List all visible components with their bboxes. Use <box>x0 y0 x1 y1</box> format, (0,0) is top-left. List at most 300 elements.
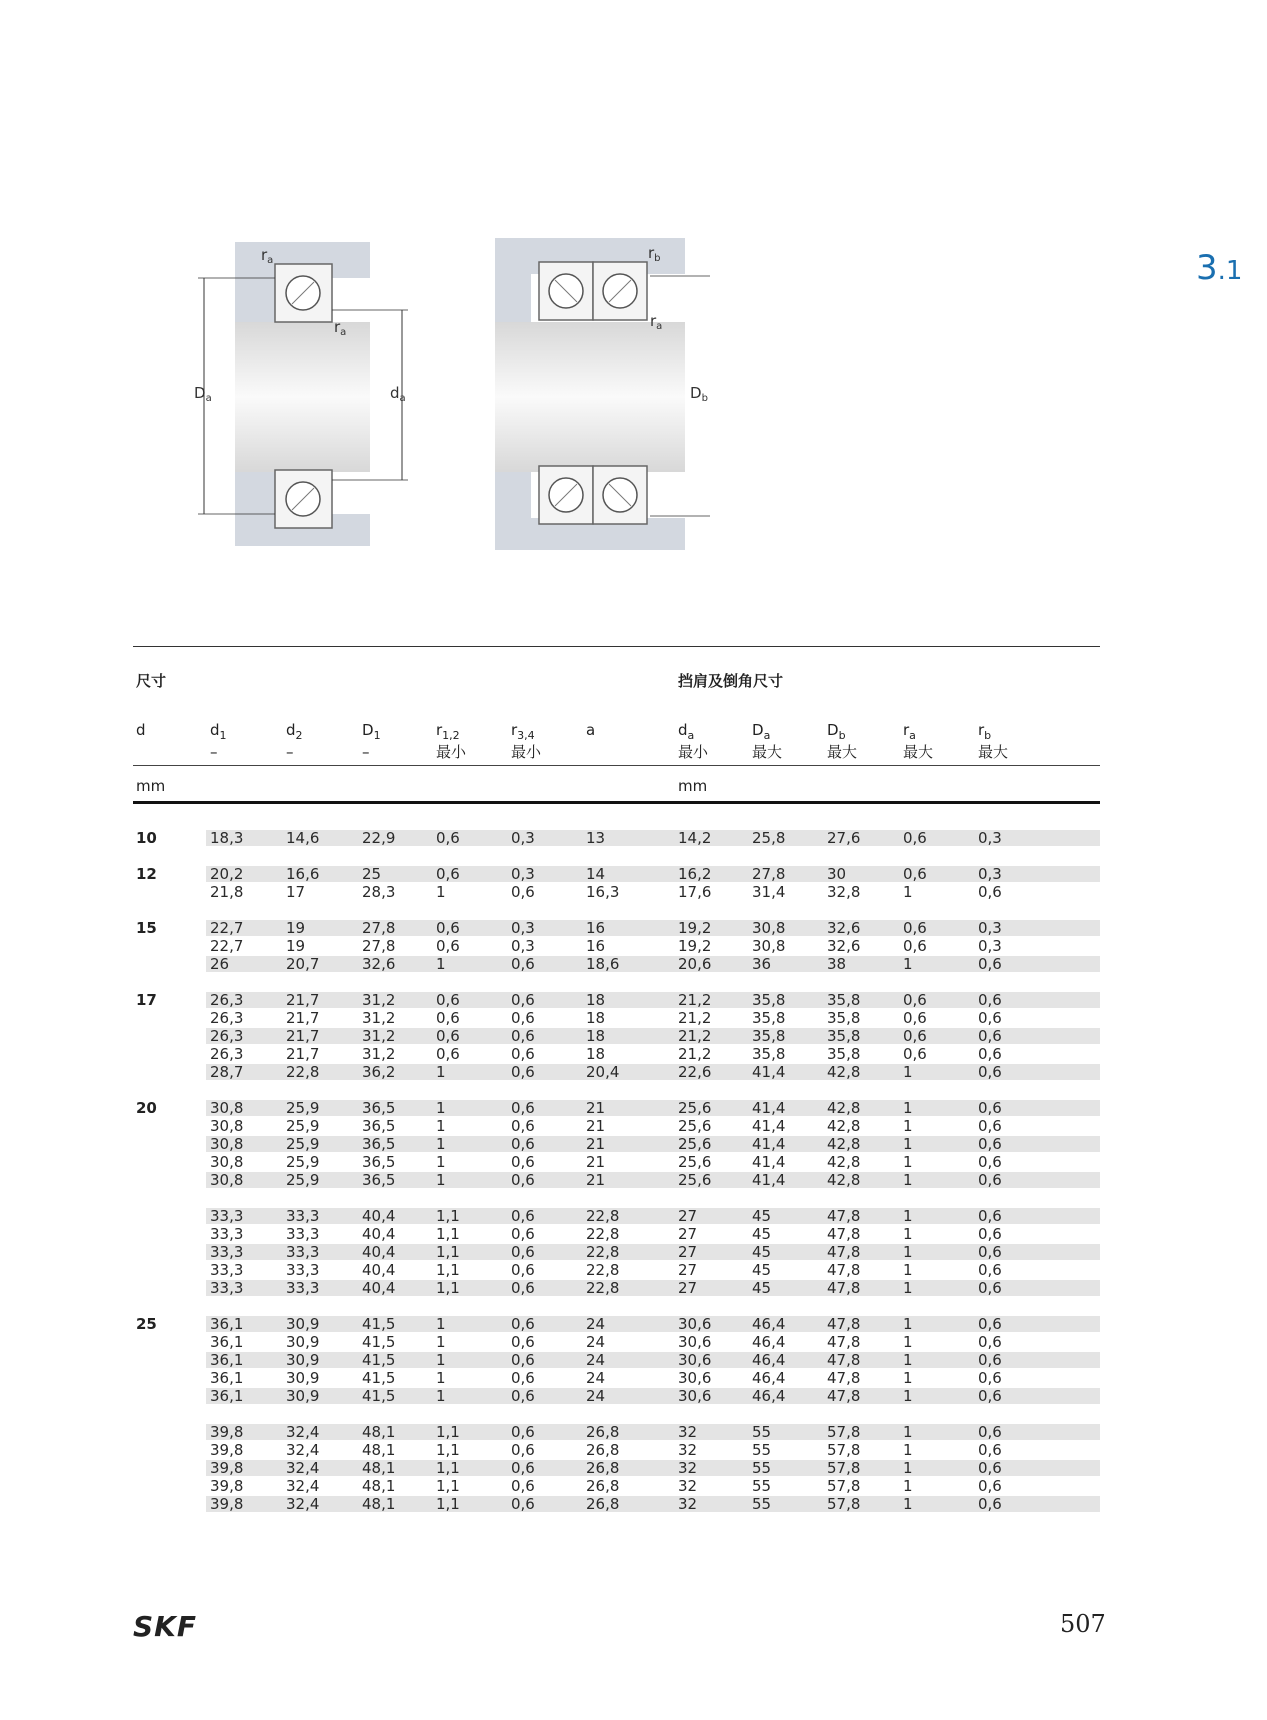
table-cell: 21,2 <box>678 1027 712 1045</box>
bore-diameter: 17 <box>136 991 157 1009</box>
row-shading <box>206 1496 1100 1512</box>
table-cell: 0,6 <box>978 1225 1002 1243</box>
table-cell: 1 <box>903 1333 913 1351</box>
table-cell: 45 <box>752 1279 772 1297</box>
table-cell: 46,4 <box>752 1333 786 1351</box>
table-cell: 1,1 <box>436 1279 460 1297</box>
row-shading <box>206 1280 1100 1296</box>
table-cell: 14,6 <box>286 829 320 847</box>
table-cell: 46,4 <box>752 1369 786 1387</box>
table-cell: 0,6 <box>436 991 460 1009</box>
table-cell: 1,1 <box>436 1243 460 1261</box>
table-cell: 33,3 <box>210 1279 244 1297</box>
table-cell: 1 <box>436 955 446 973</box>
table-cell: 0,6 <box>978 1009 1002 1027</box>
table-cell: 38 <box>827 955 847 973</box>
table-cell: 30,6 <box>678 1351 712 1369</box>
table-cell: 0,6 <box>978 1351 1002 1369</box>
row-shading <box>206 1136 1100 1152</box>
table-cell: 1 <box>903 1063 913 1081</box>
table-cell: 41,4 <box>752 1153 786 1171</box>
table-cell: 18 <box>586 1009 606 1027</box>
svg-text:Da: $D_a$ <box>194 384 212 404</box>
table-cell: 16 <box>586 937 606 955</box>
table-cell: 32,6 <box>827 937 861 955</box>
row-shading <box>206 1208 1100 1224</box>
table-cell: 47,8 <box>827 1225 861 1243</box>
table-cell: 39,8 <box>210 1423 244 1441</box>
page-number: 507 <box>1060 1610 1106 1638</box>
table-cell: 36,1 <box>210 1315 244 1333</box>
table-cell: 0,6 <box>511 1063 535 1081</box>
table-cell: 0,6 <box>903 865 927 883</box>
table-cell: 1 <box>903 955 913 973</box>
table-cell: 0,6 <box>511 1387 535 1405</box>
table-cell: 30,8 <box>210 1117 244 1135</box>
table-cell: 0,6 <box>978 1135 1002 1153</box>
table-cell: 0,6 <box>978 991 1002 1009</box>
table-cell: 21,7 <box>286 1027 320 1045</box>
table-cell: 48,1 <box>362 1495 396 1513</box>
table-cell: 21 <box>586 1117 606 1135</box>
table-cell: 22,7 <box>210 937 244 955</box>
table-cell: 25,9 <box>286 1117 320 1135</box>
table-top-rule <box>133 646 1100 647</box>
table-cell: 26,8 <box>586 1441 620 1459</box>
table-cell: 41,4 <box>752 1099 786 1117</box>
table-cell: 33,3 <box>286 1243 320 1261</box>
table-cell: 1 <box>436 1117 446 1135</box>
table-cell: 0,3 <box>511 865 535 883</box>
table-cell: 0,6 <box>436 937 460 955</box>
table-cell: 48,1 <box>362 1423 396 1441</box>
column-header: $d_a$ 最小 <box>678 721 709 761</box>
table-cell: 19 <box>286 919 306 937</box>
table-cell: 0,6 <box>903 1009 927 1027</box>
table-cell: 35,8 <box>827 1027 861 1045</box>
table-cell: 0,6 <box>903 937 927 955</box>
table-cell: 20,2 <box>210 865 244 883</box>
bore-diameter: 25 <box>136 1315 157 1333</box>
table-cell: 0,6 <box>511 1333 535 1351</box>
table-cell: 35,8 <box>752 1009 786 1027</box>
table-cell: 0,6 <box>511 1207 535 1225</box>
table-cell: 21 <box>586 1099 606 1117</box>
table-cell: 0,6 <box>978 1369 1002 1387</box>
table-cell: 1 <box>903 1153 913 1171</box>
table-cell: 0,6 <box>978 1333 1002 1351</box>
abutment-group-header: 挡肩及倒角尺寸 <box>678 672 784 690</box>
column-header: $D_1$ – <box>362 721 381 761</box>
svg-text:Db: $D_b$ <box>690 384 708 404</box>
table-cell: 47,8 <box>827 1315 861 1333</box>
unit-left: mm <box>136 777 166 795</box>
table-cell: 55 <box>752 1459 772 1477</box>
table-cell: 47,8 <box>827 1387 861 1405</box>
table-cell: 21 <box>586 1153 606 1171</box>
table-cell: 0,6 <box>978 883 1002 901</box>
table-cell: 22,6 <box>678 1063 712 1081</box>
table-cell: 0,6 <box>978 1279 1002 1297</box>
table-cell: 0,6 <box>978 1099 1002 1117</box>
table-cell: 0,3 <box>511 919 535 937</box>
table-cell: 1,1 <box>436 1423 460 1441</box>
table-cell: 0,3 <box>511 937 535 955</box>
table-cell: 36,5 <box>362 1171 396 1189</box>
table-cell: 45 <box>752 1225 772 1243</box>
table-cell: 1,1 <box>436 1225 460 1243</box>
table-cell: 24 <box>586 1369 606 1387</box>
table-cell: 39,8 <box>210 1459 244 1477</box>
table-cell: 32,6 <box>827 919 861 937</box>
table-cell: 41,5 <box>362 1333 396 1351</box>
table-cell: 32,4 <box>286 1495 320 1513</box>
table-cell: 42,8 <box>827 1135 861 1153</box>
table-cell: 26,3 <box>210 991 244 1009</box>
table-cell: 20,7 <box>286 955 320 973</box>
table-cell: 33,3 <box>210 1225 244 1243</box>
table-cell: 0,6 <box>978 1045 1002 1063</box>
table-cell: 27,8 <box>362 937 396 955</box>
table-cell: 0,3 <box>511 829 535 847</box>
table-cell: 21 <box>586 1171 606 1189</box>
table-cell: 32,6 <box>362 955 396 973</box>
column-header: $d_1$ – <box>210 721 227 761</box>
table-cell: 0,6 <box>511 1225 535 1243</box>
table-cell: 42,8 <box>827 1063 861 1081</box>
row-shading <box>206 1028 1100 1044</box>
column-header: $D_b$ 最大 <box>827 721 858 761</box>
table-cell: 1,1 <box>436 1477 460 1495</box>
table-cell: 20,6 <box>678 955 712 973</box>
table-cell: 30,9 <box>286 1387 320 1405</box>
table-cell: 1 <box>903 1243 913 1261</box>
table-cell: 0,6 <box>511 1423 535 1441</box>
table-cell: 14,2 <box>678 829 712 847</box>
table-cell: 36,1 <box>210 1369 244 1387</box>
table-cell: 1 <box>903 1099 913 1117</box>
dimensions-group-header: 尺寸 <box>136 672 167 690</box>
table-cell: 0,6 <box>511 1369 535 1387</box>
table-cell: 25,9 <box>286 1171 320 1189</box>
table-cell: 1 <box>903 1279 913 1297</box>
table-cell: 30,6 <box>678 1333 712 1351</box>
table-cell: 21,7 <box>286 1045 320 1063</box>
table-cell: 26 <box>210 955 230 973</box>
table-cell: 42,8 <box>827 1153 861 1171</box>
table-cell: 0,6 <box>511 991 535 1009</box>
row-shading <box>206 992 1100 1008</box>
table-cell: 1 <box>903 1459 913 1477</box>
table-cell: 1 <box>436 1153 446 1171</box>
table-cell: 27 <box>678 1207 698 1225</box>
table-cell: 1 <box>436 1171 446 1189</box>
table-cell: 0,3 <box>978 865 1002 883</box>
row-shading <box>206 920 1100 936</box>
table-cell: 42,8 <box>827 1117 861 1135</box>
column-header: $r_b$ 最大 <box>978 721 1009 761</box>
table-cell: 0,3 <box>978 937 1002 955</box>
table-cell: 27 <box>678 1243 698 1261</box>
table-cell: 21,8 <box>210 883 244 901</box>
table-cell: 0,6 <box>511 1135 535 1153</box>
table-cell: 36,1 <box>210 1351 244 1369</box>
table-cell: 1 <box>903 1225 913 1243</box>
svg-text:ra: $r_a$ <box>334 318 347 338</box>
column-header: $r_{1,2}$ 最小 <box>436 721 467 761</box>
table-cell: 0,6 <box>511 1171 535 1189</box>
table-cell: 18 <box>586 991 606 1009</box>
bore-diameter: 12 <box>136 865 157 883</box>
table-cell: 0,6 <box>511 1279 535 1297</box>
table-cell: 31,2 <box>362 1027 396 1045</box>
table-cell: 33,3 <box>286 1225 320 1243</box>
table-cell: 0,3 <box>978 919 1002 937</box>
table-cell: 30,9 <box>286 1369 320 1387</box>
table-cell: 1 <box>436 1351 446 1369</box>
table-cell: 46,4 <box>752 1351 786 1369</box>
table-cell: 20,4 <box>586 1063 620 1081</box>
table-cell: 0,6 <box>436 919 460 937</box>
table-cell: 47,8 <box>827 1261 861 1279</box>
table-cell: 1 <box>903 1495 913 1513</box>
table-cell: 55 <box>752 1477 772 1495</box>
table-cell: 0,6 <box>903 1027 927 1045</box>
table-cell: 0,6 <box>511 883 535 901</box>
table-cell: 1,1 <box>436 1495 460 1513</box>
table-cell: 1 <box>903 1135 913 1153</box>
table-cell: 1 <box>436 1315 446 1333</box>
table-cell: 0,6 <box>511 955 535 973</box>
table-cell: 0,6 <box>511 1351 535 1369</box>
table-cell: 32,4 <box>286 1423 320 1441</box>
table-cell: 31,2 <box>362 1009 396 1027</box>
table-cell: 1 <box>436 1333 446 1351</box>
table-cell: 42,8 <box>827 1099 861 1117</box>
table-cell: 0,6 <box>978 1207 1002 1225</box>
table-cell: 22,8 <box>586 1261 620 1279</box>
table-cell: 1 <box>903 1441 913 1459</box>
table-cell: 13 <box>586 829 606 847</box>
table-cell: 0,6 <box>511 1153 535 1171</box>
table-cell: 41,4 <box>752 1063 786 1081</box>
column-header: a <box>586 721 596 739</box>
row-shading <box>206 830 1100 846</box>
table-cell: 30,8 <box>210 1135 244 1153</box>
table-cell: 25,9 <box>286 1099 320 1117</box>
table-cell: 0,6 <box>903 1045 927 1063</box>
table-cell: 57,8 <box>827 1441 861 1459</box>
table-cell: 48,1 <box>362 1441 396 1459</box>
table-cell: 21,7 <box>286 1009 320 1027</box>
table-cell: 22,8 <box>586 1225 620 1243</box>
table-cell: 19,2 <box>678 937 712 955</box>
table-cell: 1,1 <box>436 1459 460 1477</box>
column-header: $r_{3,4}$ 最小 <box>511 721 542 761</box>
table-cell: 25,6 <box>678 1171 712 1189</box>
table-cell: 0,6 <box>978 1171 1002 1189</box>
table-cell: 17 <box>286 883 306 901</box>
table-cell: 41,5 <box>362 1369 396 1387</box>
table-cell: 21,2 <box>678 1009 712 1027</box>
table-cell: 30,8 <box>752 937 786 955</box>
table-cell: 41,5 <box>362 1387 396 1405</box>
table-cell: 26,3 <box>210 1045 244 1063</box>
table-cell: 31,2 <box>362 991 396 1009</box>
column-header: $r_a$ 最大 <box>903 721 934 761</box>
table-cell: 27 <box>678 1261 698 1279</box>
table-cell: 32 <box>678 1495 698 1513</box>
table-cell: 0,6 <box>511 1459 535 1477</box>
table-cell: 27 <box>678 1279 698 1297</box>
table-cell: 22,8 <box>286 1063 320 1081</box>
table-cell: 0,6 <box>978 1153 1002 1171</box>
table-cell: 22,8 <box>586 1279 620 1297</box>
table-cell: 1 <box>903 1207 913 1225</box>
table-cell: 30,9 <box>286 1315 320 1333</box>
table-cell: 30,6 <box>678 1387 712 1405</box>
table-cell: 32,4 <box>286 1441 320 1459</box>
table-cell: 18 <box>586 1045 606 1063</box>
table-cell: 36,5 <box>362 1117 396 1135</box>
table-cell: 25,6 <box>678 1117 712 1135</box>
table-cell: 57,8 <box>827 1459 861 1477</box>
table-cell: 1 <box>436 1369 446 1387</box>
table-cell: 40,4 <box>362 1279 396 1297</box>
table-cell: 39,8 <box>210 1441 244 1459</box>
table-cell: 16 <box>586 919 606 937</box>
table-cell: 25,6 <box>678 1135 712 1153</box>
table-cell: 0,6 <box>903 829 927 847</box>
table-cell: 30,9 <box>286 1333 320 1351</box>
row-shading <box>206 1460 1100 1476</box>
table-cell: 0,6 <box>978 1315 1002 1333</box>
table-cell: 41,5 <box>362 1315 396 1333</box>
table-cell: 24 <box>586 1351 606 1369</box>
row-shading <box>206 956 1100 972</box>
table-cell: 32 <box>678 1477 698 1495</box>
table-cell: 41,4 <box>752 1171 786 1189</box>
table-cell: 31,2 <box>362 1045 396 1063</box>
table-cell: 0,6 <box>511 1441 535 1459</box>
table-cell: 0,6 <box>978 1495 1002 1513</box>
table-cell: 0,6 <box>978 955 1002 973</box>
table-cell: 26,3 <box>210 1009 244 1027</box>
bearing-mounting-diagrams <box>190 236 710 552</box>
single-bearing-diagram <box>194 242 408 546</box>
header-thick-rule <box>133 801 1100 804</box>
table-cell: 0,6 <box>978 1027 1002 1045</box>
table-cell: 21 <box>586 1135 606 1153</box>
table-cell: 21,2 <box>678 1045 712 1063</box>
table-cell: 36,1 <box>210 1387 244 1405</box>
table-cell: 57,8 <box>827 1423 861 1441</box>
table-cell: 40,4 <box>362 1225 396 1243</box>
table-cell: 55 <box>752 1423 772 1441</box>
table-cell: 1 <box>903 1117 913 1135</box>
table-cell: 0,6 <box>436 1045 460 1063</box>
table-cell: 22,7 <box>210 919 244 937</box>
table-cell: 46,4 <box>752 1315 786 1333</box>
table-cell: 26,8 <box>586 1477 620 1495</box>
svg-text:rb: $r_b$ <box>648 244 661 264</box>
table-cell: 1 <box>903 1261 913 1279</box>
table-cell: 26,8 <box>586 1423 620 1441</box>
table-cell: 0,6 <box>511 1261 535 1279</box>
paired-bearing-diagram <box>495 238 710 550</box>
table-cell: 1 <box>903 883 913 901</box>
table-cell: 36,2 <box>362 1063 396 1081</box>
table-cell: 30,8 <box>210 1099 244 1117</box>
table-cell: 0,6 <box>511 1495 535 1513</box>
table-cell: 1 <box>436 1099 446 1117</box>
table-cell: 25,6 <box>678 1099 712 1117</box>
table-cell: 28,3 <box>362 883 396 901</box>
table-cell: 46,4 <box>752 1387 786 1405</box>
table-cell: 40,4 <box>362 1261 396 1279</box>
table-cell: 1 <box>436 1063 446 1081</box>
table-cell: 18,6 <box>586 955 620 973</box>
table-cell: 47,8 <box>827 1333 861 1351</box>
row-shading <box>206 1388 1100 1404</box>
table-cell: 31,4 <box>752 883 786 901</box>
table-cell: 1 <box>903 1351 913 1369</box>
bore-diameter: 20 <box>136 1099 157 1117</box>
table-cell: 33,3 <box>286 1261 320 1279</box>
row-shading <box>206 1316 1100 1332</box>
table-cell: 30,8 <box>752 919 786 937</box>
table-cell: 35,8 <box>752 1045 786 1063</box>
table-cell: 0,6 <box>978 1477 1002 1495</box>
table-cell: 30,6 <box>678 1315 712 1333</box>
table-cell: 26,8 <box>586 1495 620 1513</box>
table-cell: 47,8 <box>827 1207 861 1225</box>
table-cell: 0,6 <box>978 1117 1002 1135</box>
table-cell: 32,8 <box>827 883 861 901</box>
table-cell: 1 <box>436 1135 446 1153</box>
table-cell: 0,6 <box>436 1009 460 1027</box>
table-cell: 1,1 <box>436 1207 460 1225</box>
table-cell: 1 <box>436 883 446 901</box>
skf-logo: SKF <box>133 1610 197 1643</box>
bore-diameter: 10 <box>136 829 157 847</box>
table-cell: 41,4 <box>752 1135 786 1153</box>
table-cell: 35,8 <box>827 1045 861 1063</box>
table-cell: 1 <box>903 1171 913 1189</box>
table-cell: 32 <box>678 1459 698 1477</box>
table-cell: 1 <box>903 1369 913 1387</box>
table-cell: 22,8 <box>586 1207 620 1225</box>
table-cell: 36 <box>752 955 772 973</box>
table-cell: 47,8 <box>827 1351 861 1369</box>
table-cell: 18 <box>586 1027 606 1045</box>
table-cell: 30,6 <box>678 1369 712 1387</box>
bore-diameter: 15 <box>136 919 157 937</box>
table-cell: 27,6 <box>827 829 861 847</box>
table-cell: 25 <box>362 865 382 883</box>
column-header: $d_2$ – <box>286 721 303 761</box>
table-cell: 0,3 <box>978 829 1002 847</box>
table-cell: 41,5 <box>362 1351 396 1369</box>
table-cell: 24 <box>586 1315 606 1333</box>
table-cell: 0,6 <box>978 1243 1002 1261</box>
row-shading <box>206 866 1100 882</box>
table-cell: 22,9 <box>362 829 396 847</box>
table-cell: 47,8 <box>827 1279 861 1297</box>
table-cell: 21,2 <box>678 991 712 1009</box>
table-cell: 55 <box>752 1441 772 1459</box>
table-cell: 30,8 <box>210 1153 244 1171</box>
